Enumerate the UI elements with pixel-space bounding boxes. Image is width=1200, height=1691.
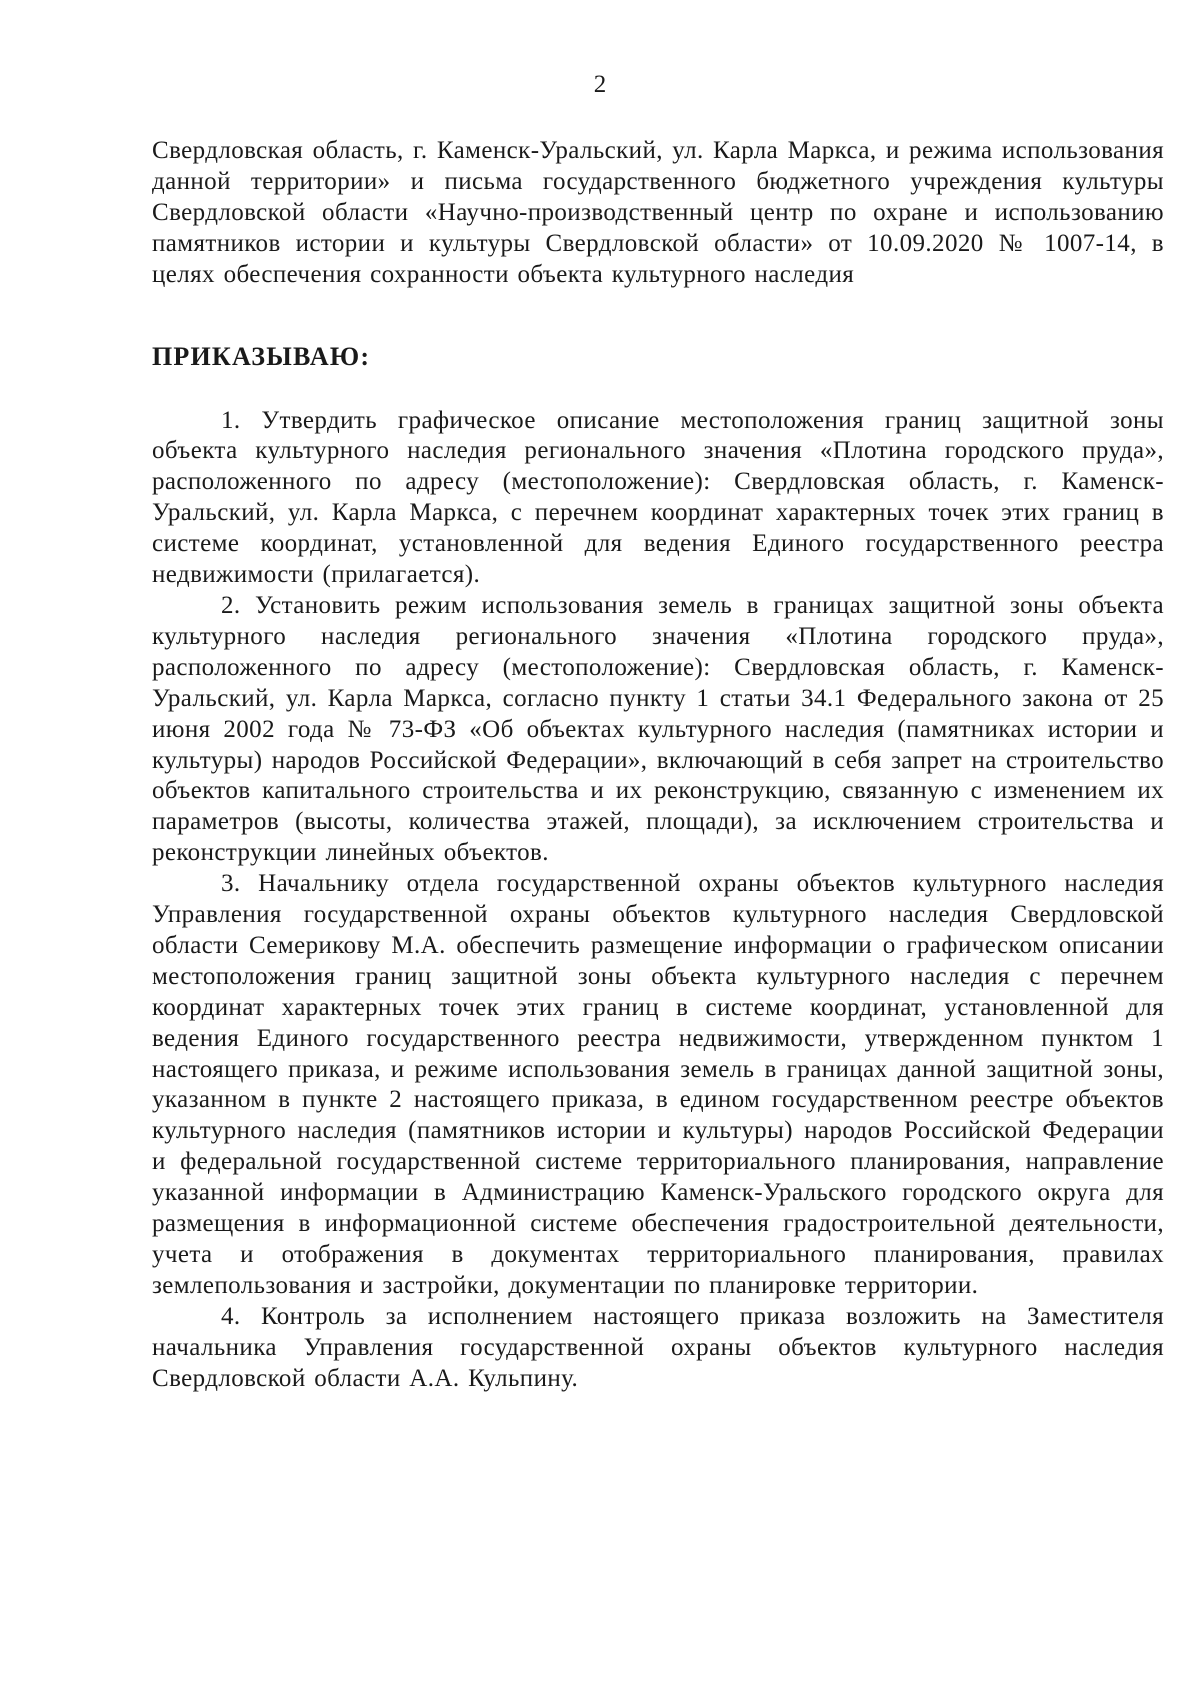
order-item-2: 2. Установить режим использования земель в границах защитной зоны объекта культурного наследия регионального значения «Плотина городского пруда», расположенного по адресу (местоположение): Свердловская область, г. Каменск-Уральский, ул. Карла Маркса, согласно пункту 1 статьи 34.1 Федерального закона от 25 июня 2002 года № 73-ФЗ «Об объектах культурного наследия (памятниках истории и культуры) народов Российской Федерации», включающий в себя запрет на строительство объектов капитального строительства и их реконструкцию, связанную с изменением их параметров (высоты, количества этажей, площади), за исключением строительства и реконструкции линейных объектов. (152, 591, 1164, 867)
order-item-1: 1. Утвердить графическое описание местоположения границ защитной зоны объекта культурного наследия регионального значения «Плотина городского пруда», расположенного по адресу (местоположение): Свердловская область, г. Каменск-Уральский, ул. Карла Маркса, с перечнем координат характерных точек этих границ в системе координат, установленной для ведения Единого государственного реестра недвижимости (прилагается). (152, 406, 1164, 589)
intro-paragraph: Свердловская область, г. Каменск-Уральский, ул. Карла Маркса, и режима использования данной территории» и письма государственного бюджетного учреждения культуры Свердловской области «Научно-производственный центр по охране и использованию памятников истории и культуры Свердловской области» от 10.09.2020 № 1007-14, в целях обеспечения сохранности объекта культурного наследия (152, 137, 1164, 288)
order-item-3: 3. Начальнику отдела государственной охраны объектов культурного наследия Управления государственной охраны объектов культурного наследия Свердловской области Семерикову М.А. обеспечить размещение информации о графическом описании местоположения границ защитной зоны объекта культурного наследия с перечнем координат характерных точек этих границ в системе координат, установленной для ведения Единого государственного реестра недвижимости, утвержденном пунктом 1 настоящего приказа, и режиме использования земель в границах данной защитной зоны, указанном в пункте 2 настоящего приказа, в едином государственном реестре объектов культурного наследия (памятников истории и культуры) народов Российской Федерации и федеральной государственной системе территориального планирования, направление указанной информации в Администрацию Каменск-Уральского городского округа для размещения в информационной системе обеспечения градостроительной деятельности, учета и отображения в документах территориального планирования, правилах землепользования и застройки, документации по планировке территории. (152, 870, 1164, 1299)
page-number: 2 (593, 71, 607, 98)
document-body (152, 136, 1164, 1395)
order-item-4: 4. Контроль за исполнением настоящего приказа возложить на Заместителя начальника Управления государственной охраны объектов культурного наследия Свердловской области А.А. Кульпину. (152, 1302, 1164, 1392)
order-heading: ПРИКАЗЫВАЮ: (152, 341, 371, 371)
